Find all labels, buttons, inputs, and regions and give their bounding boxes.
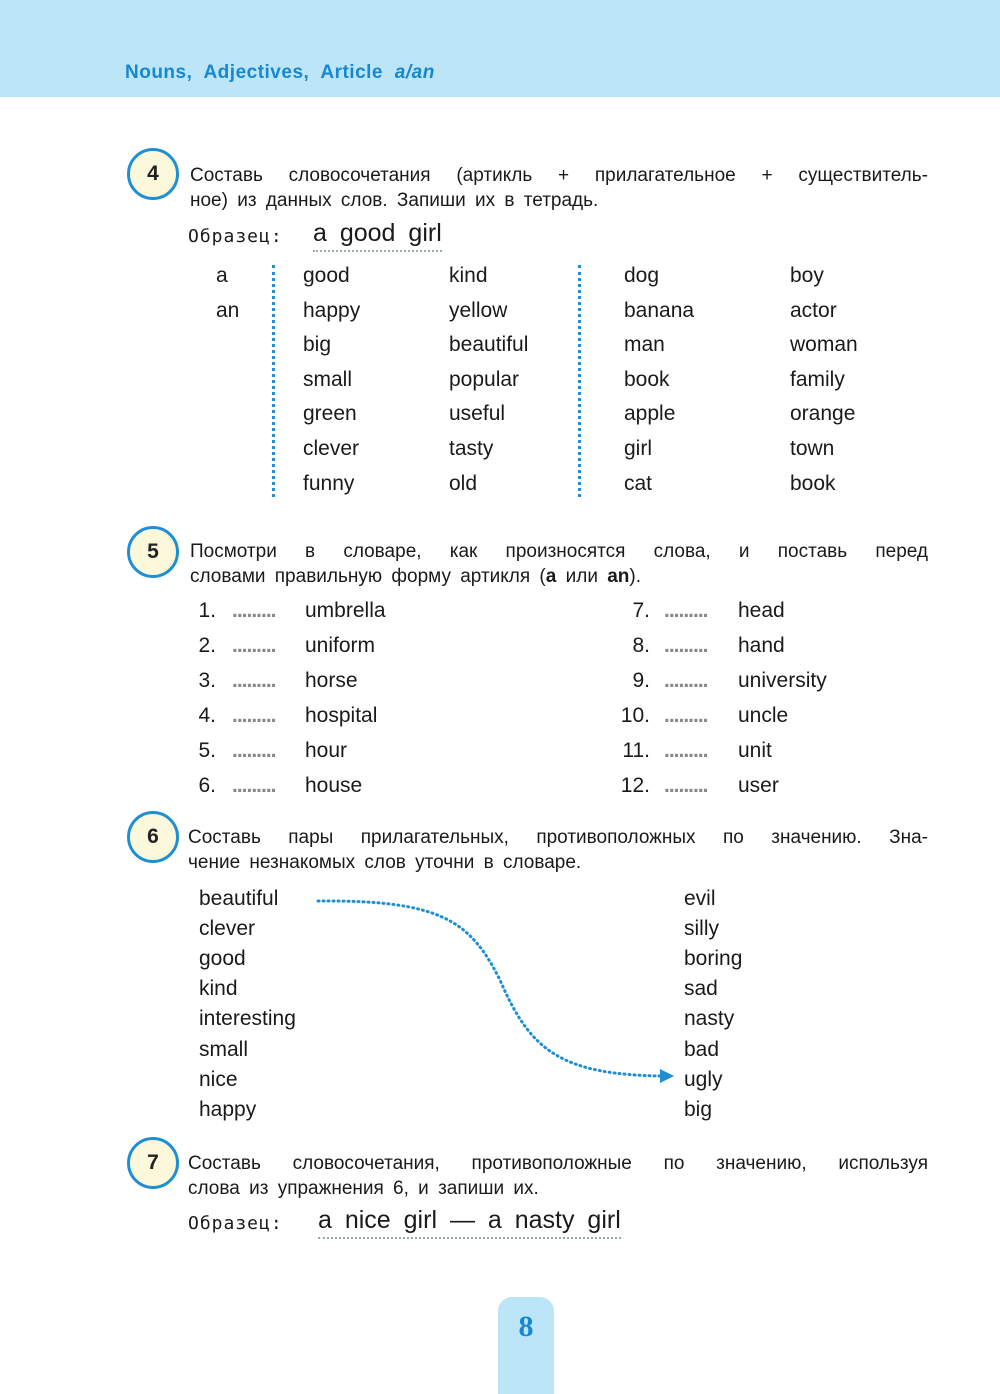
item-number: 9. bbox=[632, 669, 650, 692]
item-number: 4. bbox=[198, 704, 216, 727]
left-adjective: kind bbox=[199, 977, 238, 1001]
right-adjective: nasty bbox=[684, 1007, 735, 1031]
adjective-word: small bbox=[303, 367, 353, 391]
left-adjective: nice bbox=[199, 1067, 238, 1091]
answer-blank: ......... bbox=[664, 599, 708, 622]
adjective-word: useful bbox=[449, 402, 506, 426]
answer-blank: ......... bbox=[664, 774, 708, 797]
article-word: a bbox=[216, 264, 228, 287]
ex7-sample: a nice girl — a nasty girl bbox=[318, 1206, 621, 1239]
answer-blank: ......... bbox=[664, 669, 708, 692]
noun-word: book bbox=[624, 367, 670, 391]
adjective-word: clever bbox=[303, 437, 360, 460]
right-adjective: boring bbox=[684, 947, 743, 971]
item-number: 3. bbox=[198, 669, 216, 692]
answer-blank: ......... bbox=[232, 774, 276, 797]
item-number: 10. bbox=[620, 704, 650, 727]
item-word: umbrella bbox=[305, 599, 386, 622]
item-word: hospital bbox=[305, 704, 378, 727]
ex5-line2-text: словами правильную форму артикля ( bbox=[190, 565, 546, 587]
ex4-sample: a good girl bbox=[313, 219, 442, 252]
ex7-sample-label: Образец: bbox=[188, 1213, 283, 1234]
adjective-word: funny bbox=[303, 471, 355, 495]
ex6-line2: чение незнакомых слов уточни в словаре. bbox=[188, 851, 582, 873]
item-word: horse bbox=[305, 669, 358, 692]
noun-word: book bbox=[790, 471, 836, 495]
adjective-word: happy bbox=[303, 298, 361, 322]
answer-blank: ......... bbox=[232, 739, 276, 762]
ex5-line2-or: или bbox=[556, 565, 608, 587]
item-number: 1. bbox=[198, 599, 216, 622]
ex7-instruction bbox=[188, 1152, 928, 1201]
item-word: unit bbox=[738, 739, 772, 762]
noun-word: orange bbox=[790, 402, 856, 426]
ex4-line2: ное) из данных слов. Запиши их в тетрадь. bbox=[190, 189, 599, 211]
noun-word: woman bbox=[790, 333, 858, 357]
item-number: 11. bbox=[622, 739, 650, 762]
item-word: hour bbox=[305, 739, 348, 762]
adjective-word: popular bbox=[449, 367, 520, 391]
adjective-word: big bbox=[303, 333, 332, 357]
ex5-line1: Посмотри в словаре, как произносятся слова, и поставь перед bbox=[190, 541, 928, 562]
adjective-word: kind bbox=[449, 264, 488, 287]
ex6-line1: Составь пары прилагательных, противоположных по значению. Зна- bbox=[188, 827, 928, 848]
noun-word: boy bbox=[790, 264, 824, 287]
noun-word: family bbox=[790, 367, 845, 391]
item-word: hand bbox=[738, 634, 785, 657]
article-a: a bbox=[545, 565, 557, 587]
item-word: uniform bbox=[305, 634, 376, 657]
ex4-sample-label: Образец: bbox=[188, 226, 283, 247]
adjective-word: old bbox=[449, 471, 478, 495]
ex5-line2-end: ). bbox=[629, 565, 642, 587]
noun-word: town bbox=[790, 437, 835, 460]
left-adjective: beautiful bbox=[199, 887, 279, 910]
adjective-word: beautiful bbox=[449, 333, 529, 357]
item-word: uncle bbox=[738, 704, 789, 727]
answer-blank: ......... bbox=[664, 704, 708, 727]
item-word: user bbox=[738, 774, 779, 797]
noun-word: cat bbox=[624, 471, 653, 495]
noun-word: girl bbox=[624, 437, 653, 460]
ex7-line1: Составь словосочетания, противоположные по значению, используя bbox=[188, 1153, 928, 1174]
answer-blank: ......... bbox=[232, 599, 276, 622]
exercise-number-4: 4 bbox=[127, 148, 179, 200]
page-number: 8 bbox=[518, 1310, 534, 1343]
exercise-number-5: 5 bbox=[127, 526, 179, 578]
left-adjective: interesting bbox=[199, 1007, 296, 1031]
item-number: 5. bbox=[198, 739, 216, 762]
item-word: head bbox=[738, 599, 785, 622]
left-adjective: happy bbox=[199, 1097, 257, 1121]
noun-word: apple bbox=[624, 402, 676, 426]
header-title-italic: a/an bbox=[394, 62, 435, 83]
left-adjective: clever bbox=[199, 917, 256, 941]
answer-blank: ......... bbox=[664, 739, 708, 762]
adjective-word: yellow bbox=[449, 298, 508, 322]
noun-word: man bbox=[624, 333, 665, 357]
article-word: an bbox=[216, 298, 240, 322]
answer-blank: ......... bbox=[232, 634, 276, 657]
answer-blank: ......... bbox=[232, 704, 276, 727]
header-title-text: Nouns, Adjectives, Article bbox=[125, 62, 383, 83]
ex7-line2: слова из упражнения 6, и запиши их. bbox=[188, 1177, 539, 1199]
answer-blank: ......... bbox=[232, 669, 276, 692]
right-adjective: evil bbox=[684, 887, 716, 910]
exercise-number-7: 7 bbox=[127, 1137, 179, 1189]
right-adjective: sad bbox=[684, 977, 718, 1001]
left-adjective: good bbox=[199, 947, 246, 971]
ex4-line1: Составь словосочетания (артикль + прилагательное + существитель- bbox=[190, 165, 928, 186]
exercise-number-6: 6 bbox=[127, 811, 179, 863]
noun-word: dog bbox=[624, 264, 660, 287]
adjective-word: good bbox=[303, 264, 350, 287]
right-adjective: ugly bbox=[684, 1067, 723, 1091]
adjective-word: green bbox=[303, 402, 357, 426]
item-number: 2. bbox=[198, 634, 216, 657]
article-an: an bbox=[607, 565, 630, 587]
noun-word: actor bbox=[790, 298, 837, 322]
right-adjective: bad bbox=[684, 1037, 720, 1061]
item-number: 12. bbox=[620, 774, 650, 797]
item-word: house bbox=[305, 774, 363, 797]
item-word: university bbox=[738, 669, 827, 692]
item-number: 8. bbox=[632, 634, 650, 657]
noun-word: banana bbox=[624, 298, 695, 322]
arrowhead-icon bbox=[660, 1069, 674, 1083]
answer-blank: ......... bbox=[664, 634, 708, 657]
right-adjective: big bbox=[684, 1097, 713, 1121]
right-adjective: silly bbox=[684, 917, 719, 941]
left-adjective: small bbox=[199, 1037, 249, 1061]
item-number: 6. bbox=[198, 774, 216, 797]
item-number: 7. bbox=[632, 599, 650, 622]
adjective-word: tasty bbox=[449, 437, 494, 460]
